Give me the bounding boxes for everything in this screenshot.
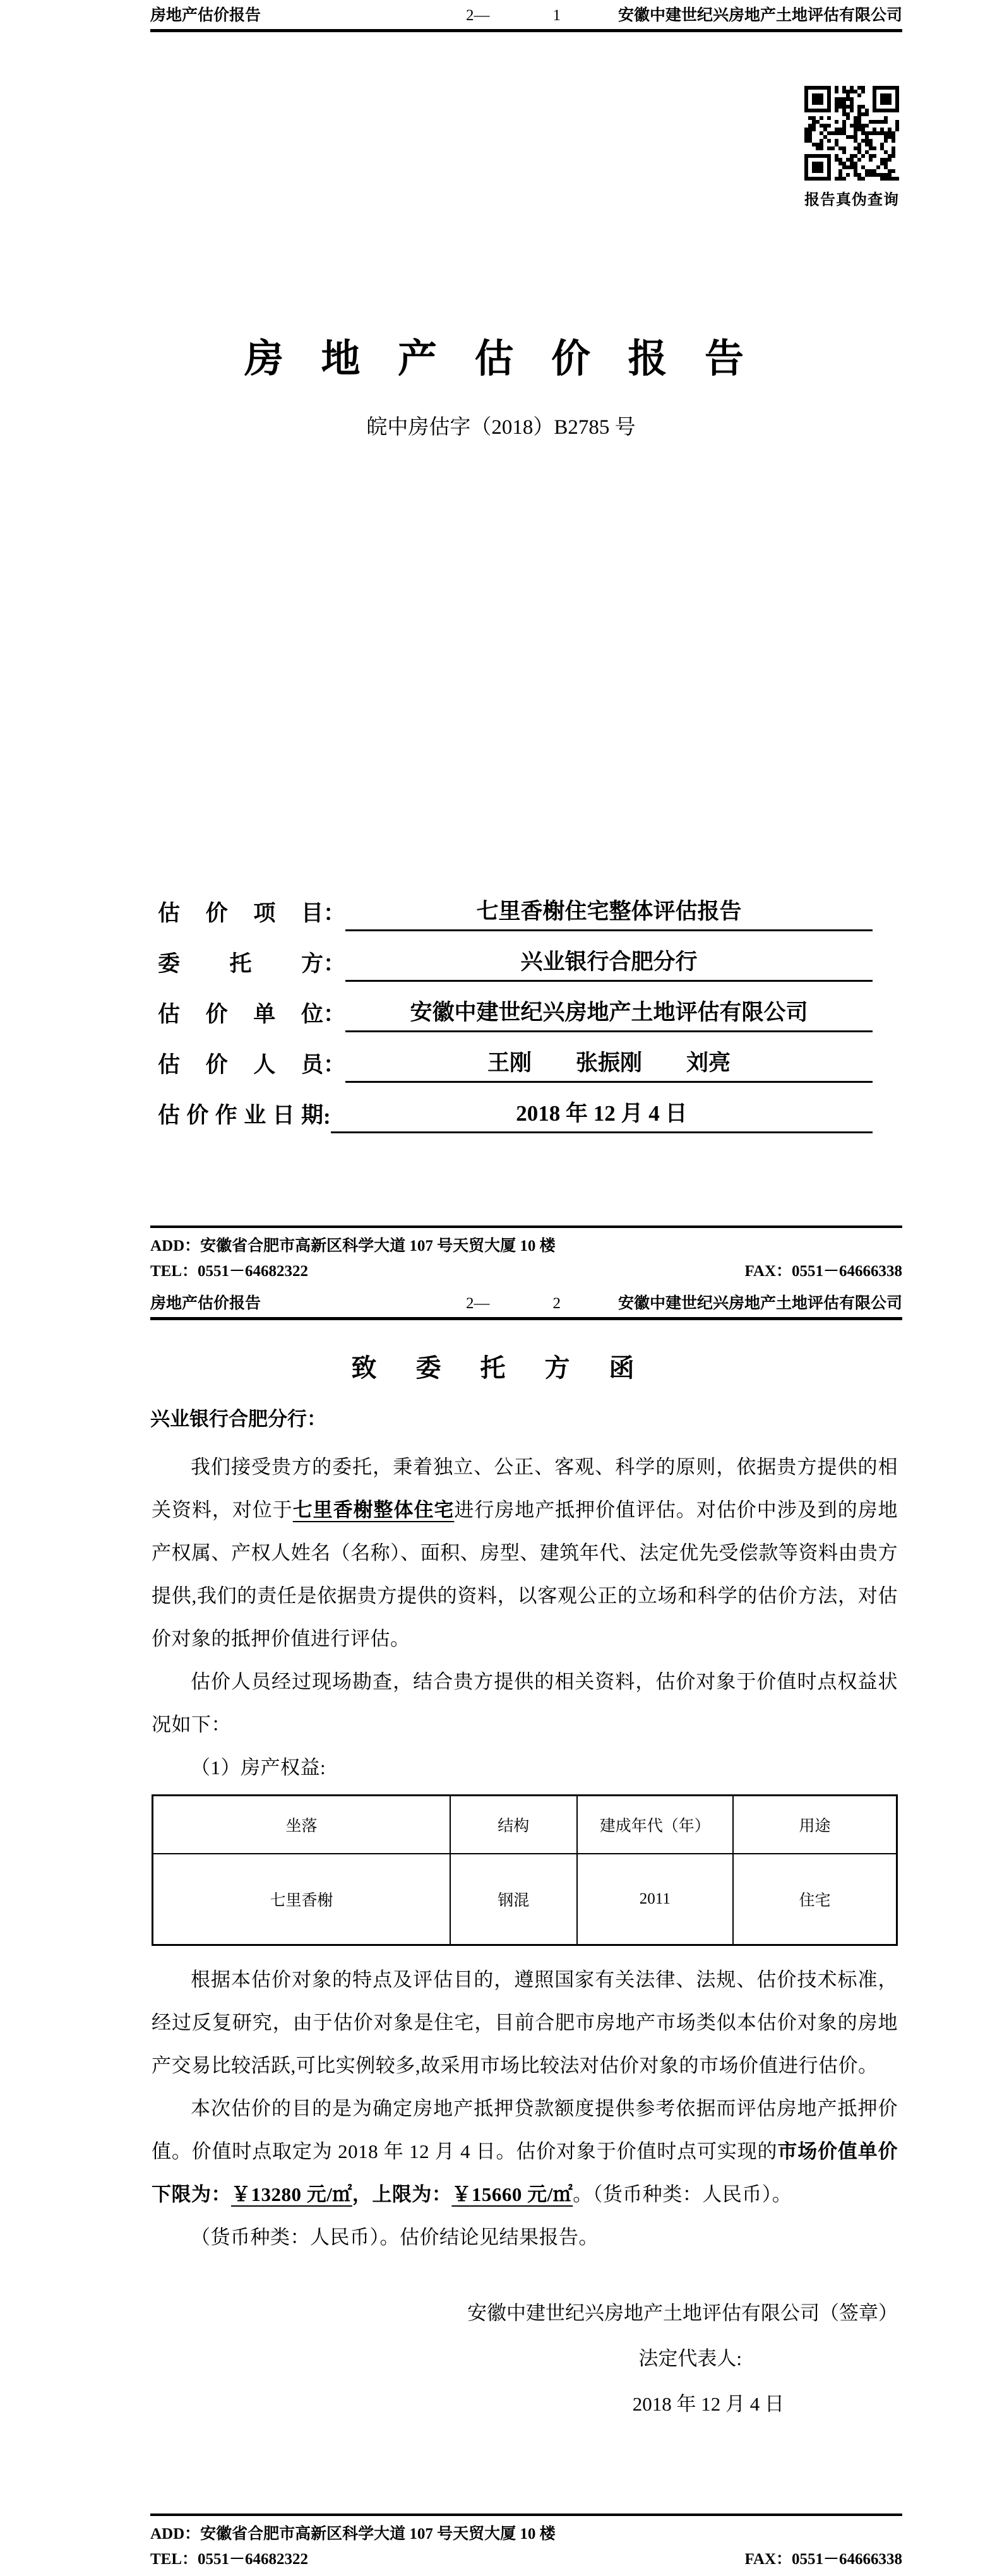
header-rule (150, 1317, 902, 1320)
field-row-client (158, 931, 873, 982)
cell-structure: 钢混 (450, 1854, 576, 1945)
field-value-appraisers: 王刚 张振刚 刘亮 (345, 1046, 873, 1083)
p5-price-lower-limit: ￥13280 元/㎡ (231, 2183, 352, 2205)
page-2-letter (0, 1288, 1002, 2576)
letter-paragraph-6: （货币种类：人民币）。估价结论见结果报告。 (191, 2226, 599, 2248)
p1-text-post: 进行房地产抵押价值评估。对估价中涉及到的房地产权属、产权人姓名（名称）、面积、房型、建筑年代、法定优先受偿款等资料由贵方提供,我们的责任是依据贵方提供的资料，以客观公正的立场和科学的估价方法，对估价对象的抵押价值进行评估。 (152, 1499, 898, 1650)
header-company-name: 安徽中建世纪兴房地产土地评估有限公司 (617, 1295, 902, 1312)
p5-text-post: 。（货币种类：人民币）。 (573, 2183, 792, 2205)
col-header-structure: 结构 (450, 1796, 576, 1854)
property-rights-table (152, 1794, 898, 1946)
field-label: 委托方 (158, 951, 323, 976)
col-header-year-built: 建成年代（年） (577, 1796, 734, 1854)
table-header-row (153, 1796, 897, 1854)
cover-title: 房 地 产 估 价 报 告 (244, 337, 758, 381)
footer-tel: TEL：0551－64682322 (150, 1263, 309, 1280)
field-row-date (158, 1083, 873, 1133)
letter-paragraph-1 (152, 1446, 898, 1661)
footer-fax: FAX：0551－64666338 (744, 1263, 902, 1280)
signature-date: 2018 年 12 月 4 日 (632, 2393, 784, 2415)
page-footer (150, 2513, 902, 2570)
letter-title: 致 委 托 方 函 (351, 1354, 651, 1383)
footer-rule (150, 2513, 902, 2516)
letter-salutation: 兴业银行合肥分行： (150, 1408, 326, 1430)
field-value-date: 2018 年 12 月 4 日 (331, 1096, 873, 1133)
table-body (153, 1854, 897, 1945)
col-header-location: 坐落 (153, 1796, 451, 1854)
table-row (153, 1854, 897, 1945)
letter-paragraph-2: 估价人员经过现场勘查，结合贵方提供的相关资料，估价对象于价值时点权益状况如下： (152, 1671, 898, 1736)
field-row-project (158, 881, 873, 931)
page-number (466, 5, 561, 27)
p5-market-value-label: 市场价值单价下限为： (152, 2140, 898, 2205)
qr-code-icon (804, 86, 899, 181)
p1-subject-property: 七里香榭整体住宅 (292, 1499, 455, 1521)
page-header (150, 5, 902, 27)
p5-separator: ， (352, 2183, 373, 2205)
field-colon: ： (323, 901, 346, 926)
report-number: 皖中房估字（2018）B2785 号 (366, 416, 636, 439)
header-company-name: 安徽中建世纪兴房地产土地评估有限公司 (617, 7, 902, 24)
field-label: 估价单位 (158, 1002, 323, 1027)
cell-year-built: 2011 (577, 1854, 734, 1945)
page-number-current: 1 (552, 7, 561, 24)
footer-address: ADD：安徽省合肥市高新区科学大道 107 号天贸大厦 10 楼 (150, 2525, 556, 2543)
field-colon: ： (323, 1052, 346, 1077)
cell-location: 七里香榭 (153, 1854, 451, 1945)
page-number (466, 1293, 561, 1315)
footer-contact-row (150, 1261, 902, 1282)
footer-fax: FAX：0551－64666338 (744, 2551, 902, 2568)
signature-legal-representative: 法定代表人: (638, 2347, 742, 2370)
qr-caption: 报告真伪查询 (804, 192, 899, 208)
field-label: 估价项目 (158, 901, 323, 926)
letter-paragraph-5 (152, 2087, 898, 2216)
col-header-use: 用途 (733, 1796, 897, 1854)
page-number-prefix: 2— (466, 7, 490, 24)
p5-text-pre: 本次估价的目的是为确定房地产抵押贷款额度提供参考依据而评估房地产抵押价值。价值时点取定为 2018 年 12 月 4 日。估价对象于价值时点可实现的 (152, 2097, 898, 2162)
field-label: 估价作业日期 (158, 1103, 323, 1128)
p5-upper-limit-label: 上限为： (372, 2183, 452, 2205)
field-colon: ： (323, 1002, 346, 1027)
table-head (153, 1796, 897, 1854)
field-colon: : (323, 1104, 331, 1129)
field-row-appraisers (158, 1032, 873, 1083)
field-row-agency (158, 982, 873, 1032)
page-header (150, 1293, 902, 1315)
field-value-agency: 安徽中建世纪兴房地产土地评估有限公司 (345, 995, 873, 1032)
cover-fields (158, 881, 873, 1133)
cell-use: 住宅 (733, 1854, 897, 1945)
field-value-project: 七里香榭住宅整体评估报告 (345, 894, 873, 931)
qr-verification-block (804, 86, 900, 209)
footer-contact-row (150, 2549, 902, 2570)
p5-price-upper-limit: ￥15660 元/㎡ (451, 2183, 573, 2205)
letter-paragraph-3: （1）房产权益: (191, 1756, 326, 1779)
footer-rule (150, 1225, 902, 1228)
field-value-client: 兴业银行合肥分行 (345, 945, 873, 982)
signature-company: 安徽中建世纪兴房地产土地评估有限公司（签章） (467, 2302, 898, 2324)
footer-address: ADD：安徽省合肥市高新区科学大道 107 号天贸大厦 10 楼 (150, 1237, 556, 1255)
field-colon: ： (323, 951, 346, 976)
letter-paragraph-4: 根据本估价对象的特点及评估目的，遵照国家有关法律、法规、估价技术标准，经过反复研究，由于估价对象是住宅，目前合肥市房地产市场类似本估价对象的房地产交易比较活跃,可比实例较多,故采用市场比较法对估价对象的市场价值进行估价。 (152, 1969, 898, 2077)
page-number-prefix: 2— (466, 1295, 490, 1312)
header-rule (150, 29, 902, 32)
page-number-current: 2 (552, 1295, 561, 1312)
p1-text-pre: 我们接受贵方的委托，秉着独立、公正、客观、科学的原则，依据贵方提供的相关资料，对位于 (152, 1456, 898, 1521)
field-label: 估价人员 (158, 1052, 323, 1077)
page-footer (150, 1225, 902, 1282)
header-doc-title: 房地产估价报告 (150, 1295, 261, 1312)
letter-body (152, 1446, 898, 2259)
signature-block (150, 2291, 898, 2427)
footer-tel: TEL：0551－64682322 (150, 2551, 309, 2568)
header-doc-title: 房地产估价报告 (150, 7, 261, 24)
